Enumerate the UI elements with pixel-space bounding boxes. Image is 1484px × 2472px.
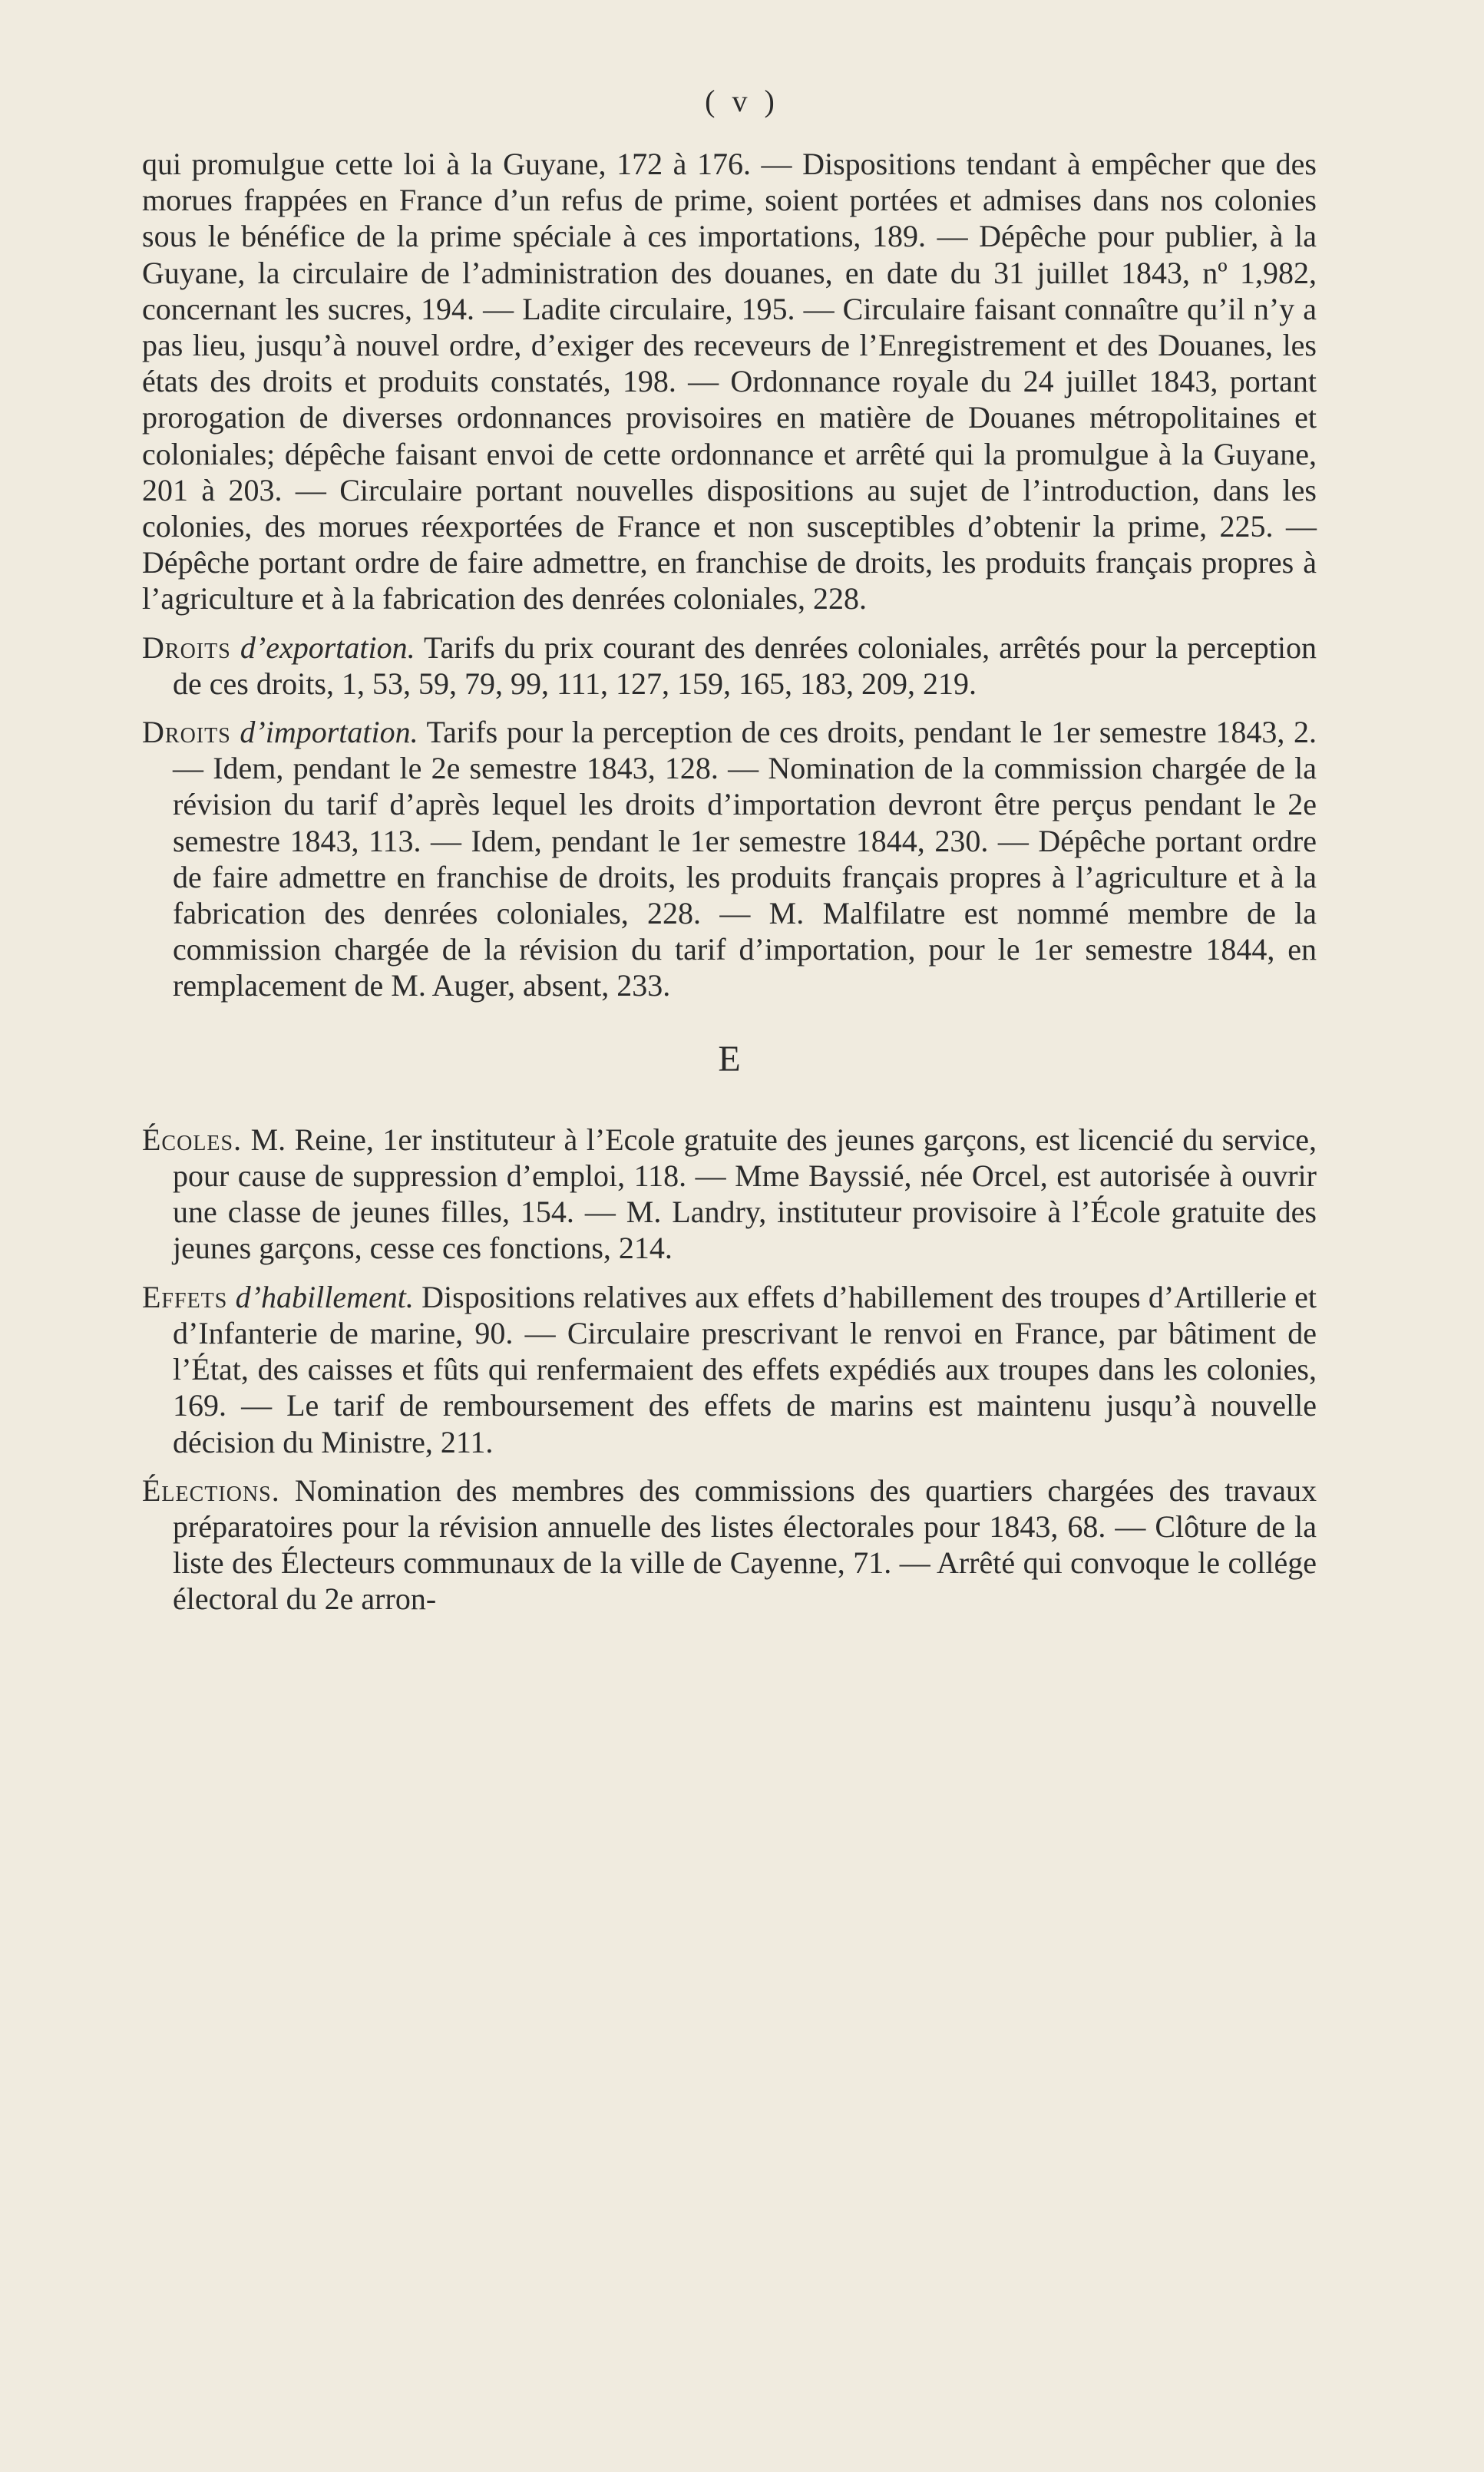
entry-keyword: Élections. (142, 1472, 280, 1508)
entry-keyword: Effets (142, 1279, 228, 1314)
entry-keyword-qualifier: d’habillement. (235, 1279, 414, 1314)
entry-text: Tarifs du prix courant des denrées coloniales, arrêtés pour la perception de ces droits, 1, 53, 59, 79, 99, 111, 127, 159, 165, 183, 209, 219. (173, 630, 1317, 701)
index-entry-continuation (142, 146, 1317, 617)
entry-text: Nomination des membres des commissions des quartiers chargées des travaux préparatoires pour la révision annuelle des listes électorales pour 1843, 68. — Clôture de la liste des Électeurs communaux de la ville de Cayenne, 71. — Arrêté qui convoque le collége électoral du 2e arron- (173, 1472, 1317, 1617)
section-letter: E (718, 1038, 741, 1079)
entry-text: Tarifs pour la perception de ces droits, pendant le 1er semestre 1843, 2. — Idem, pendant le 2e semestre 1843, 128. — Nomination de la commission chargée de la révision du tarif d’après lequel les droits d’importation devront être perçus pendant le 2e semestre 1843, 113. — Idem, pendant le 1er semestre 1844, 230. — Dépêche portant ordre de faire admettre en franchise de droits, les produits français propres à l’agriculture et à la fabrication des denrées coloniales, 228. — M. Malfilatre est nommé membre de la commission chargée de la révision du tarif d’importation, pour le 1er semestre 1844, en remplacement de M. Auger, absent, 233. (173, 715, 1317, 1003)
entry-keyword: Droits (142, 715, 231, 750)
page-number: ( v ) (705, 84, 779, 118)
index-entry-droits-exportation (142, 630, 1317, 702)
index-entry-elections (142, 1472, 1317, 1618)
index-entry-ecoles (142, 1122, 1317, 1267)
entry-keyword-qualifier: d’exportation. (240, 630, 415, 665)
entry-keyword-qualifier: d’importation. (240, 715, 418, 750)
entry-text: Dispositions relatives aux effets d’habillement des troupes d’Artillerie et d’Infanterie de marine, 90. — Circulaire prescrivant le renvoi en France, par bâtiment de l’État, des caisses et fûts qui renfermaient des effets expédiés aux troupes dans les colonies, 169. — Le tarif de remboursement des effets de marins est maintenu jusqu’à nouvelle décision du Ministre, 211. (173, 1279, 1317, 1459)
entry-text: M. Reine, 1er instituteur à l’Ecole gratuite des jeunes garçons, est licencié du service, pour cause de suppression d’emploi, 118. — Mme Bayssié, née Orcel, est autorisée à ouvrir une classe de jeunes filles, 154. — M. Landry, instituteur provisoire à l’École gratuite des jeunes garçons, cesse ces fonctions, 214. (173, 1122, 1317, 1266)
entry-keyword: Droits (142, 630, 231, 665)
entry-text: qui promulgue cette loi à la Guyane, 172 à 176. — Dispositions tendant à empêcher que des morues frappées en France d’un refus de prime, soient portées et admises dans nos colonies sous le bénéfice de la prime spéciale à ces importations, 189. — Dépêche pour publier, à la Guyane, la circulaire de l’administration des douanes, en date du 31 juillet 1843, nº 1,982, concernant les sucres, 194. — Ladite circulaire, 195. — Circulaire faisant connaître qu’il n’y a pas lieu, jusqu’à nouvel ordre, d’exiger des receveurs de l’Enregistrement et des Douanes, les états des droits et produits constatés, 198. — Ordonnance royale du 24 juillet 1843, portant prorogation de diverses ordonnances provisoires en matière de Douanes métropolitaines et coloniales; dépêche faisant envoi de cette ordonnance et arrêté qui la promulgue à la Guyane, 201 à 203. — Circulaire portant nouvelles dispositions au sujet de l’introduction, dans les colonies, des morues réexportées de France et non susceptibles d’obtenir la prime, 225. — Dépêche portant ordre de faire admettre, en franchise de droits, les produits français propres à l’agriculture et à la fabrication des denrées coloniales, 228. (142, 147, 1317, 616)
index-entry-effets-habillement (142, 1279, 1317, 1460)
index-entry-droits-importation (142, 714, 1317, 1004)
index-content (142, 146, 1317, 1630)
entry-keyword: Écoles. (142, 1122, 243, 1157)
